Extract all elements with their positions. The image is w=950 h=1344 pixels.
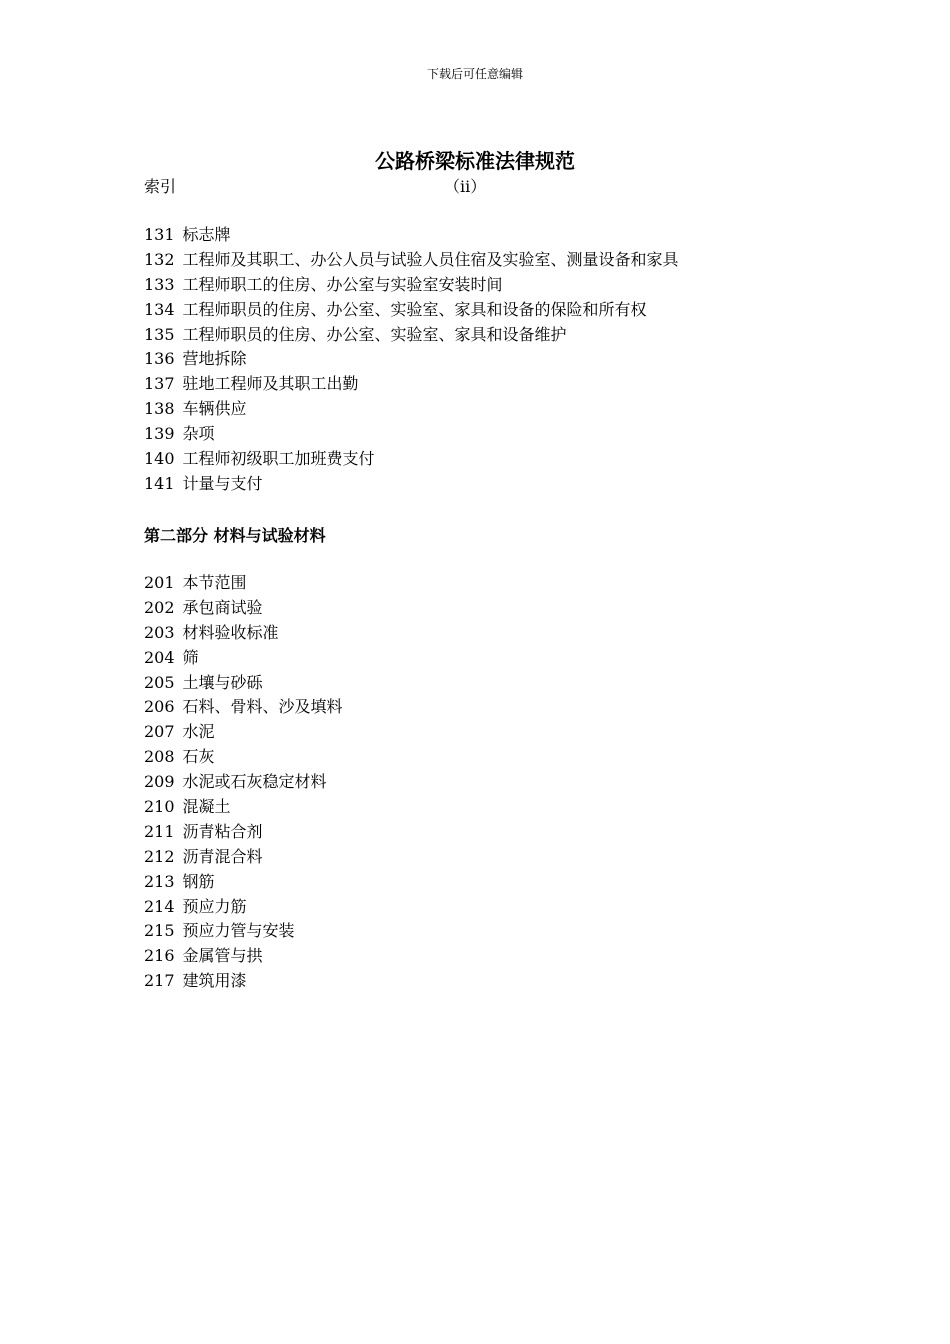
page-header-note: 下载后可任意编辑 — [426, 67, 523, 81]
toc-item-number: 207 — [144, 722, 175, 742]
toc-item-title: 筛 — [182, 647, 199, 667]
toc-item-number: 208 — [144, 747, 175, 767]
toc-item — [144, 298, 679, 323]
part2-item-list — [144, 571, 343, 994]
toc-item — [144, 347, 679, 372]
toc-item-title: 石料、骨料、沙及填料 — [182, 697, 343, 717]
toc-item-title: 杂项 — [182, 424, 215, 444]
toc-item-title: 石灰 — [182, 747, 215, 767]
toc-item-title: 工程师职工的住房、办公室与实验室安装时间 — [182, 274, 503, 294]
toc-item-title: 沥青粘合剂 — [182, 821, 263, 841]
toc-item-number: 133 — [144, 274, 175, 294]
document-title: 公路桥梁标准法律规范 — [375, 149, 575, 173]
toc-item-number: 211 — [144, 821, 175, 841]
toc-item-number: 136 — [144, 349, 175, 369]
toc-item — [144, 323, 679, 348]
toc-item-title: 土壤与砂砾 — [182, 672, 263, 692]
toc-item — [144, 695, 343, 720]
toc-item-number: 205 — [144, 672, 175, 692]
toc-item-number: 209 — [144, 772, 175, 792]
toc-item — [144, 571, 343, 596]
toc-item-number: 202 — [144, 597, 175, 617]
toc-item-number: 139 — [144, 424, 175, 444]
toc-item — [144, 820, 343, 845]
toc-item — [144, 795, 343, 820]
toc-item-number: 132 — [144, 249, 175, 269]
toc-item-title: 标志牌 — [182, 225, 231, 244]
toc-item-title: 预应力筋 — [182, 896, 247, 916]
toc-item-number: 213 — [144, 871, 175, 891]
toc-item-title: 材料验收标准 — [182, 622, 279, 642]
toc-item-number: 204 — [144, 647, 175, 667]
toc-item-title: 混凝土 — [182, 797, 231, 817]
toc-item-number: 216 — [144, 946, 175, 966]
toc-item — [144, 845, 343, 870]
toc-item — [144, 472, 679, 497]
toc-item — [144, 870, 343, 895]
toc-item — [144, 223, 679, 248]
toc-item — [144, 671, 343, 696]
toc-item-number: 138 — [144, 399, 175, 419]
toc-item — [144, 422, 679, 447]
toc-item-title: 驻地工程师及其职工出勤 — [182, 374, 359, 394]
toc-item — [144, 621, 343, 646]
toc-item-number: 215 — [144, 921, 175, 941]
toc-item — [144, 372, 679, 397]
toc-item-title: 工程师职员的住房、办公室、实验室、家具和设备的保险和所有权 — [182, 299, 647, 319]
toc-item-title: 建筑用漆 — [182, 971, 247, 991]
toc-item-number: 140 — [144, 449, 175, 469]
toc-item-number: 212 — [144, 846, 175, 866]
toc-item-title: 工程师初级职工加班费支付 — [182, 449, 375, 469]
toc-item — [144, 397, 679, 422]
toc-item-title: 钢筋 — [182, 871, 215, 891]
index-row — [144, 176, 806, 198]
page-number: （ii） — [444, 177, 487, 196]
toc-item-number: 214 — [144, 896, 175, 916]
toc-item-title: 本节范围 — [182, 573, 247, 592]
toc-item-number: 206 — [144, 697, 175, 717]
toc-item — [144, 969, 343, 994]
toc-item — [144, 770, 343, 795]
toc-item-title: 水泥 — [182, 722, 215, 742]
toc-item-title: 水泥或石灰稳定材料 — [182, 772, 327, 792]
toc-item-number: 137 — [144, 374, 175, 394]
toc-item-number: 203 — [144, 622, 175, 642]
toc-item-title: 计量与支付 — [182, 473, 263, 493]
toc-item-number: 134 — [144, 299, 175, 319]
toc-item-title: 金属管与拱 — [182, 946, 263, 966]
toc-item-number: 135 — [144, 324, 175, 344]
toc-item-title: 预应力管与安装 — [182, 921, 295, 941]
toc-item — [144, 745, 343, 770]
toc-item-number: 131 — [144, 225, 175, 244]
toc-item-number: 217 — [144, 971, 175, 991]
toc-item-title: 承包商试验 — [182, 597, 263, 617]
toc-item-number: 210 — [144, 797, 175, 817]
toc-item — [144, 944, 343, 969]
part1-item-list — [144, 223, 679, 497]
toc-item — [144, 273, 679, 298]
toc-item-title: 工程师及其职工、办公人员与试验人员住宿及实验室、测量设备和家具 — [182, 249, 679, 269]
toc-item — [144, 895, 343, 920]
toc-item-title: 营地拆除 — [182, 349, 247, 369]
toc-item-number: 201 — [144, 573, 175, 592]
toc-item — [144, 919, 343, 944]
toc-item-title: 车辆供应 — [182, 399, 247, 419]
section-heading-part2: 第二部分 材料与试验材料 — [144, 526, 326, 545]
index-label: 索引 — [144, 177, 177, 196]
toc-item-title: 沥青混合料 — [182, 846, 263, 866]
toc-item — [144, 447, 679, 472]
toc-item — [144, 248, 679, 273]
toc-item-title: 工程师职员的住房、办公室、实验室、家具和设备维护 — [182, 324, 567, 344]
toc-item-number: 141 — [144, 473, 175, 493]
toc-item — [144, 720, 343, 745]
toc-item — [144, 596, 343, 621]
toc-item — [144, 646, 343, 671]
